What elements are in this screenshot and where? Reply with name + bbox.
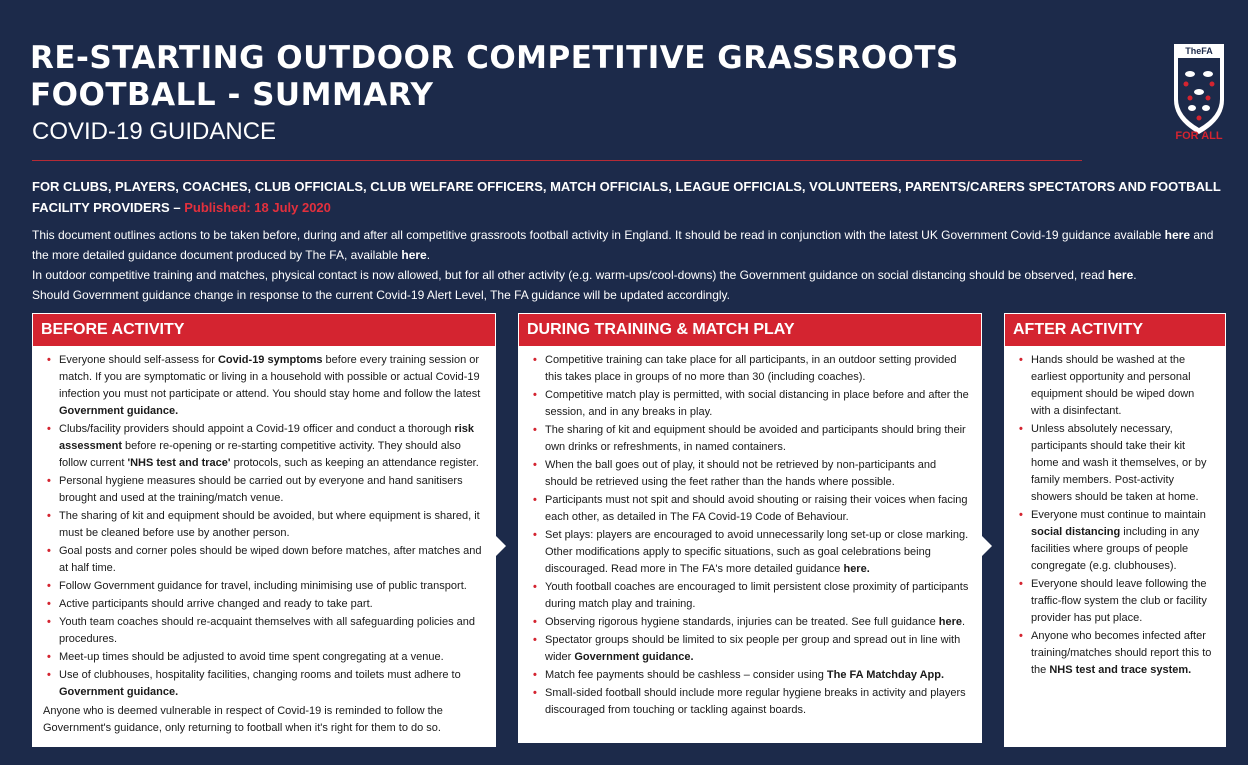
published-date: Published: 18 July 2020 [184, 200, 331, 215]
after-activity-heading: AFTER ACTIVITY [1005, 314, 1225, 346]
list-item: • Meet-up times should be adjusted to avoid time spent congregating at a venue. [43, 649, 485, 666]
list-item: • Youth football coaches are encouraged to limit persistent close proximity of participants during match play and training. [529, 579, 971, 613]
intro-paragraph-1 [32, 225, 1222, 265]
header-divider [32, 160, 1082, 161]
intro-text [32, 225, 1222, 305]
list-item: • The sharing of kit and equipment should be avoided, but where equipment is shared, it must be cleaned before use by another person. [43, 508, 485, 542]
intro-text-run: . [426, 248, 431, 262]
list-item: • Small-sided football should include more regular hygiene breaks in activity and players discouraged from touching or tackling against boards. [529, 685, 971, 719]
social-distancing-link[interactable]: here [1107, 268, 1134, 282]
before-activity-heading: BEFORE ACTIVITY [33, 314, 495, 346]
audience-text: FOR CLUBS, PLAYERS, COACHES, CLUB OFFICIALS, CLUB WELFARE OFFICERS, MATCH OFFICIALS, LEAGUE OFFICIALS, VOLUNTEERS, PARENTS/CARERS SPECTATORS AND FOOTBALL FACILITY PROVIDERS – [32, 179, 1221, 215]
list-item: • Personal hygiene measures should be carried out by everyone and hand sanitisers brought and used at the training/match venue. [43, 473, 485, 507]
list-item: • Competitive match play is permitted, with social distancing in place before and after the session, and in any breaks in play. [529, 387, 971, 421]
list-item: • Match fee payments should be cashless – consider using The FA Matchday App. [529, 667, 971, 684]
intro-text-run: and the more detailed guidance document produced by The FA, available [32, 228, 1214, 262]
gov-guidance-link[interactable]: Government guidance. [59, 686, 179, 698]
intro-text-run: . [1133, 268, 1137, 282]
page-title: RE-STARTING OUTDOOR COMPETITIVE GRASSROOTS FOOTBALL - SUMMARY [30, 40, 959, 113]
list-item: • Competitive training can take place for all participants, in an outdoor setting provided this takes place in groups of no more than 30 (including coaches). [529, 352, 971, 386]
logo-tagline: FOR ALL [1175, 130, 1223, 142]
list-item: • When the ball goes out of play, it should not be retrieved by non-participants and should be retrieved using the feet rather than the hands where possible. [529, 457, 971, 491]
logo-brand: TheFA [1185, 46, 1213, 56]
nhs-test-trace-link[interactable]: NHS test and trace system. [1049, 664, 1192, 676]
list-item: • Clubs/facility providers should appoint a Covid-19 officer and conduct a thorough risk assessment before re-opening or re-starting competitive activity. They should also follow current 'NHS test and trace' protocols, such as keeping an attendance register. [43, 421, 485, 472]
list-item: • Everyone must continue to maintain social distancing including in any facilities where groups of people congregate (e.g. clubhouses). [1015, 507, 1215, 575]
list-item: • Set plays: players are encouraged to avoid unnecessarily long set-up or close marking. Other modifications apply to specific situations, such as goal celebrations being discouraged. Read more in The FA's more detailed guidance here. [529, 527, 971, 578]
list-item: • Spectator groups should be limited to six people per group and spread out in line with wider Government guidance. [529, 632, 971, 666]
intro-paragraph-3: Should Government guidance change in response to the current Covid-19 Alert Level, The FA guidance will be updated accordingly. [32, 288, 730, 302]
audience-statement [32, 176, 1222, 218]
list-item: • Follow Government guidance for travel, including minimising use of public transport. [43, 578, 485, 595]
guidance-link[interactable]: here. [843, 563, 870, 575]
arrow-right-icon [495, 535, 506, 557]
fa-logo [1170, 42, 1228, 146]
during-play-panel [518, 313, 982, 743]
list-item: • Everyone should self-assess for Covid-19 symptoms before every training session or match. If you are symptomatic or living in a household with possible or actual Covid-19 infection you must not participate or attend. You should stay home and follow the latest Government guidance. [43, 352, 485, 420]
list-item: • The sharing of kit and equipment should be avoided and participants should bring their own drinks or refreshments, in named containers. [529, 422, 971, 456]
during-play-heading: DURING TRAINING & MATCH PLAY [519, 314, 981, 346]
gov-guidance-link[interactable]: here [1164, 228, 1191, 242]
list-item: • Participants must not spit and should avoid shouting or raising their voices when facing each other, as detailed in The FA Covid-19 Code of Behaviour. [529, 492, 971, 526]
list-item: • Active participants should arrive changed and ready to take part. [43, 596, 485, 613]
gov-guidance-link[interactable]: Government guidance. [59, 405, 179, 417]
arrow-right-icon [981, 535, 992, 557]
list-item: • Goal posts and corner poles should be wiped down before matches, after matches and at half time. [43, 543, 485, 577]
list-item: • Everyone should leave following the traffic-flow system the club or facility provider has put place. [1015, 576, 1215, 627]
fa-guidance-link[interactable]: here [401, 248, 427, 262]
intro-text-run: This document outlines actions to be taken before, during and after all competitive grassroots football activity in England. It should be read in conjunction with the latest UK Government Covid-19 guidance available [32, 228, 1165, 242]
list-item: • Youth team coaches should re-acquaint themselves with all safeguarding policies and procedures. [43, 614, 485, 648]
before-activity-panel [32, 313, 496, 747]
list-item: • Hands should be washed at the earliest opportunity and personal equipment should be wiped down with a disinfectant. [1015, 352, 1215, 420]
list-item: • Anyone who becomes infected after training/matches should report this to the NHS test and trace system. [1015, 628, 1215, 679]
after-activity-panel [1004, 313, 1226, 747]
page-subtitle: COVID-19 GUIDANCE [32, 118, 277, 145]
vulnerable-note: Anyone who is deemed vulnerable in respect of Covid-19 is reminded to follow the Government's guidance, only returning to football when it's right for them to do so. [43, 705, 443, 734]
list-item: • Observing rigorous hygiene standards, injuries can be treated. See full guidance here. [529, 614, 971, 631]
list-item: • Unless absolutely necessary, participants should take their kit home and wash it themselves, or by family members. Post-activity showers should be taken at home. [1015, 421, 1215, 506]
intro-text-run: In outdoor competitive training and matches, physical contact is now allowed, but for all other activity (e.g. warm-ups/cool-downs) the Government guidance on social distancing should be observed, read [32, 268, 1108, 282]
intro-paragraph-2 [32, 265, 1222, 285]
gov-guidance-link[interactable]: Government guidance. [574, 651, 694, 663]
list-item: • Use of clubhouses, hospitality facilities, changing rooms and toilets must adhere to Government guidance. [43, 667, 485, 701]
full-guidance-link[interactable]: here [938, 616, 963, 628]
matchday-app-link[interactable]: The FA Matchday App. [826, 669, 945, 681]
